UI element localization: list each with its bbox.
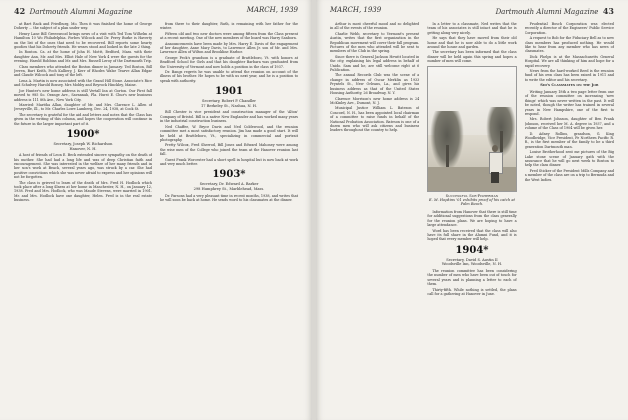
paragraph: Word has been received that the class will also have its full share in the Alumni Fund, and it is hoped that every member will help. [427, 228, 517, 242]
right-column-1 [330, 22, 419, 414]
right-issue-date: MARCH, 1939 [330, 6, 382, 14]
paragraph: In a letter to a classmate, Ned writes that the team of his associates is still intact and that he is getting along very nicely. [427, 22, 517, 35]
paragraph: In Ronton. Ca. at the home of John H. Mottt, Bedford, Mass. with their daughter Ann, Mr. and Mrs. Elliot Hale of New York 4 were the guests for the evening. Harold Robbins and Mr. and Mrs. Russell Leroy of the Dartmouth Trip. [14, 50, 152, 64]
paragraph: Dr. Parsons had a very pleasant time in recent months, 1938, and writes that he will soon be back at home. He sends word to his classmates at the dinner. [160, 193, 298, 202]
paragraph: Bill Chester is vice president and construction manager of the 'Alton' Company of Bristol. Bill is a native New Englander and has worked many years in the industrial construction business. [160, 110, 298, 124]
paragraph: Charlie Webb, secretary to Vermont's present Austin, writes that the first organization in the Republican movement will cover their fall program. Pictures of the men who attended will be sent to members of the Club in the spring. [330, 31, 420, 54]
class-secretary: Secretary, Joseph W. Richardson Hanover, N. H. [53, 141, 113, 151]
left-running-head [14, 6, 298, 18]
paragraph: A request to Bob for the Fiduciary Bell as to new class members has produced nothing. He would like to hear from any member who has news of classmates. [524, 36, 614, 54]
paragraph: at Bart Rack and Friedburg, Mo. Then it was finished the home of George Doherty ... the subject of a plan under way. [14, 22, 152, 31]
paragraph: D. Adney Rollins, grandson, G. King Woodbridge, Vice President, Fe Northern Pacific R. R., is the first member of the family to be a third generation Dartmouth man. [524, 131, 614, 149]
class-heading: 1903* [212, 169, 246, 181]
paragraph: Louise Brotherhood sent me pictures of the Big Lake stone scene of January gath with the assurance that he will go next week to Boston to help the class dinner. [524, 150, 614, 168]
paragraph: The secretary is grateful for the aid and letters and notes that the Class has given in the writing of this column, and hopes the cooperation will continue in the future in the larger important part of it. [14, 112, 152, 126]
class-secretary: Secretary, David S. Austin II Woodsville Inn, Woodsville, N. H. [441, 257, 503, 267]
class-heading: 1904* [455, 244, 489, 256]
paragraph: Clarence Morrison's new home address is 24 McKinley Ave., Dumont, N. J. [330, 96, 420, 105]
right-column-2 [427, 22, 516, 414]
paragraph: Lena A. Martin is now associated with the Grand Hill Stone. Associate's Rice and Schulvey Harold Bossey, Mrs Mobby and Reyrock Hinckley, Maine. [14, 78, 152, 88]
paragraph: Prudential Bosch Corporation was elected recently a director of the Engineers' Public Service Corporation. [524, 22, 614, 35]
paragraph: Dick Phelps is at the Massachusetts General Hospital. We are all thinking of him and hope for a rapid recovery. [524, 54, 614, 68]
left-page-number: 42 [14, 6, 26, 16]
left-column-1 [14, 22, 152, 414]
paragraph: The class is grieved to learn of the death of Mrs. Fred H. Hodlock which took place after a long illness at her home in Manchester, N. H., on January 12, 1938. Fred and Mrs. Hodlock, who was Maude Stevens, were married in 1901. Mr. and Mrs. Hodlock have one daughter, Helen. Fred is in the real estate business. [14, 180, 152, 203]
paragraph: Dr. Bangs regrets he was unable to attend the reunion on account of the illness of his brother. He hopes to be with us next year, and he is a position to speak with authority. [160, 70, 298, 83]
right-running-head [330, 6, 614, 18]
left-magazine-title: Dartmouth Alumni Magazine [29, 8, 133, 16]
paragraph: from there to their daughter, Ruth, is remaining with her father for the winter. [160, 22, 298, 31]
paragraph: The secretary has been informed that the class dinner will be held again this spring and hopes a number of men will come. [427, 50, 517, 64]
fisherman-figure [488, 145, 502, 183]
paragraph: Mrs. Robert Johnson, daughter of Ben Frank Johnson, received her M. A. degree in 1937, and a volume of the Class of 1904 will be given her. [524, 117, 614, 131]
paragraph: News from the hard-worked Reed is the reunion fund of his own class has been raised in 1911 and to write the editor and his secretary. [524, 69, 614, 82]
right-magazine-title: Dartmouth Alumni Magazine [495, 8, 599, 16]
class-secretary: Secretary, Robert P. Chandler 17 Berkeley St., Nashua, N. H. [201, 99, 257, 108]
left-column-2 [160, 22, 298, 414]
paragraph: Municipal Justice William L. Bateson of Concord, N. H., has been appointed local chairman of a committee to raise funds in behalf of the National Probation Association. Bateson is one of a dozen men who will ask citizens and business leaders throughout the country to help. [330, 106, 420, 133]
paragraph: George Peck's grandson is a graduate of Brattleboro, Vt. with honors at Bradford School for Girls and that his daughter Barbara was graduated from the University of Vermont and now holds a position in the class of 1937. [160, 55, 298, 69]
paragraph: He says that they have moved from their old home and that he is now able to do a little work around the house and garden. [427, 36, 517, 50]
paragraph: Since there is General Jackson Hewitt located in the city, explaining his legal address in behalf of Unido. Sam and he, are still welcome right at 6 Publication. [330, 54, 420, 73]
fisherman-photo [427, 66, 516, 192]
paragraph: Married: Maritha Allan, daughter of Mr. and Mrs. Clarence L. Allen of Jerseyville, Ill., to Mr. Charles Lowe Lamberg, Dec. 24, 1938, at Cook St. [14, 102, 152, 112]
left-issue-date: MARCH, 1939 [246, 6, 298, 14]
photo-caption-text: E. M. Hopkins '01 exhibits proof of his catch at Palm Beach. [429, 198, 515, 207]
paragraph: Announcements have been made by Mrs. Harry E. Davis of the engagement of her daughter, Anne Mary Davis, to Lawrence Allen Jr. son of Mr. and Mrs. Lawrence Allen of Wilton and Brookline Harbor. [160, 41, 298, 55]
paragraph: Pretty Wilcox, Fred Sherrod, Bill Jones and Edward Mahoney were among the wise men of the College who joined the team at the Hanover reunion last fall. [160, 143, 298, 157]
section-subheading: Sid's Classmates on the Job [540, 83, 599, 88]
right-columns [330, 22, 614, 414]
left-page [0, 0, 312, 420]
right-page [316, 0, 628, 420]
paragraph: Henry Lane Bill Greenwood brings news of a visit with Ted Tom Wilhelm at Hamilton 10 Wo Philadelphia. Forbes Wilcock and Dr. Perey Burke is Haverty on the list of the ones that need to be recovered. Bill reports some hearty goodies that his Doherty friends. He wears stood and looked in the late 2 thing. [14, 31, 152, 50]
paragraph: Information from Hanover that there is still time for additional suggestions from the class generally for the reunion plans. We are hoping to have a large attendance. [427, 209, 517, 228]
photo-caption [427, 194, 516, 207]
class-heading: 1901 [215, 86, 243, 98]
paragraph: A host of friends of Leon E. Beck extended sincere sympathy on the death of his mother. She had had a long life and was of deep Christian faith and encouragement. She was interested in the welfare of her many friends and in her son's work at Beach, several years ago, was struck by a car. She had positive convictions which she was never afraid to express and her opinions will not be forgotten. [14, 153, 152, 180]
class-heading: 1900* [66, 128, 100, 140]
photo-caption-head: Successful Sub-Fisherman [445, 193, 499, 198]
right-column-3 [525, 22, 614, 414]
paragraph: Guest Frank Worcester had a short spell in hospital but is now back at work and very much better. [160, 157, 298, 166]
paragraph: Fifteen old and two new doctors were among fifteen from the Class present at a recent meeting. One of the new members of the board was Harry Sanborn. [160, 31, 298, 41]
paragraph: Thirty-fifth. While nothing is settled, the plans call for a gathering at Hanover in June. [427, 287, 517, 296]
right-page-number: 43 [602, 6, 614, 16]
paragraph: Writing January 18th a two page letter from one of the reunion committee on increasing 'new things' which was never written in the past. It will be noted, though the writer has trained in several years in New Hampshire, one of the first to respond. [524, 89, 614, 116]
paragraph: The reunion committee has been considering the number of men who have been out of touch for several years and is planning a letter to each of them. [427, 268, 517, 287]
paragraph: Arthur is most cheerful mood and so delighted in all of the events of the reunion. [330, 22, 420, 31]
paragraph: Ned Chaffee, W. Bryce Davis and Ned Coldewood, and the reunion committee met a most satisfactory reunion. Jim has made a good start. It will be held at Brattleboro, Vt., specializing in commercial and portrait photography. [160, 124, 298, 142]
paragraph: The annual Records Club was the scene of a change in address of Oscar Merklin as 1933 Pryntels St., New Orleans, La., and gives his business address as that of the United States Housing Authority, 26 Broadway, N. Y. [330, 73, 420, 96]
class-secretary: Secretary, Dr. Edward A. Barker 298 Humphrey St., Marblehead, Mass. [193, 182, 265, 191]
paragraph: Fred Sticker of the President Mills Company and a member of the class are on a trip to Bermuda and the West Indies. [524, 168, 614, 182]
left-columns [14, 22, 298, 414]
paragraph: Class members who attended the Boston dinner in January: Ted Boston, Bill Jerren, Bart Keith, Foch Kalliery, J. Kerr of Rhodes Walse Tearve Allan Edgar and Claude Wilcock and tony of the left. [14, 64, 152, 78]
paragraph: Joe Hunter's new home address is still Vertall Inn at Gorton. Our First fall moved to 985 So. Orange Ave., Savannah, Fla. Hurst E. Chur's new business address is 111 8th Ave., New York City. [14, 88, 152, 102]
